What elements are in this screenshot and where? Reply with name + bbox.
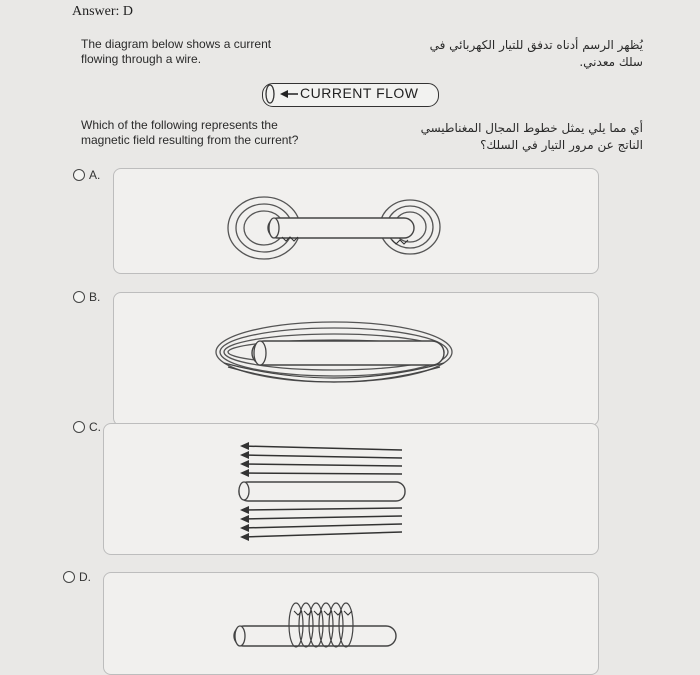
option-a[interactable] <box>73 168 100 182</box>
option-a-radio[interactable] <box>73 169 85 181</box>
option-d-image-box[interactable] <box>103 572 599 675</box>
intro-en-line2: flowing through a wire. <box>81 52 202 66</box>
intro-text-en <box>81 37 271 67</box>
option-d-label: D. <box>79 570 91 584</box>
intro-ar-line2: سلك معدني. <box>579 55 643 69</box>
option-c-radio[interactable] <box>73 421 85 433</box>
option-a-label: A. <box>89 168 101 182</box>
option-b-label: B. <box>89 290 101 304</box>
option-a-image-box[interactable] <box>113 168 599 274</box>
intro-text-ar <box>383 37 643 71</box>
question-ar-line2: الناتج عن مرور التيار في السلك؟ <box>480 138 643 152</box>
question-text-en <box>81 118 298 148</box>
option-b-diagram <box>114 293 598 425</box>
option-b-radio[interactable] <box>73 291 85 303</box>
option-b[interactable] <box>73 290 100 304</box>
option-c[interactable] <box>73 420 101 434</box>
question-en-line1: Which of the following represents the <box>81 118 278 132</box>
question-text-ar <box>383 120 643 154</box>
intro-en-line1: The diagram below shows a current <box>81 37 272 51</box>
option-b-image-box[interactable] <box>113 292 599 426</box>
question-ar-line1: أي مما يلي يمثل خطوط المجال المغناطيسي <box>420 121 643 135</box>
option-c-label: C. <box>89 420 101 434</box>
option-d-radio[interactable] <box>63 571 75 583</box>
current-flow-label: CURRENT FLOW <box>300 85 419 101</box>
answer-text: Answer: D <box>72 4 134 19</box>
option-d-diagram <box>104 573 598 674</box>
option-c-image-box[interactable] <box>103 423 599 555</box>
option-c-diagram <box>104 424 598 554</box>
option-a-diagram <box>114 169 598 273</box>
option-d[interactable] <box>63 570 91 584</box>
intro-ar-line1: يُظهر الرسم أدناه تدفق للتيار الكهربائي في <box>429 38 643 52</box>
question-en-line2: magnetic field resulting from the current? <box>81 133 299 147</box>
